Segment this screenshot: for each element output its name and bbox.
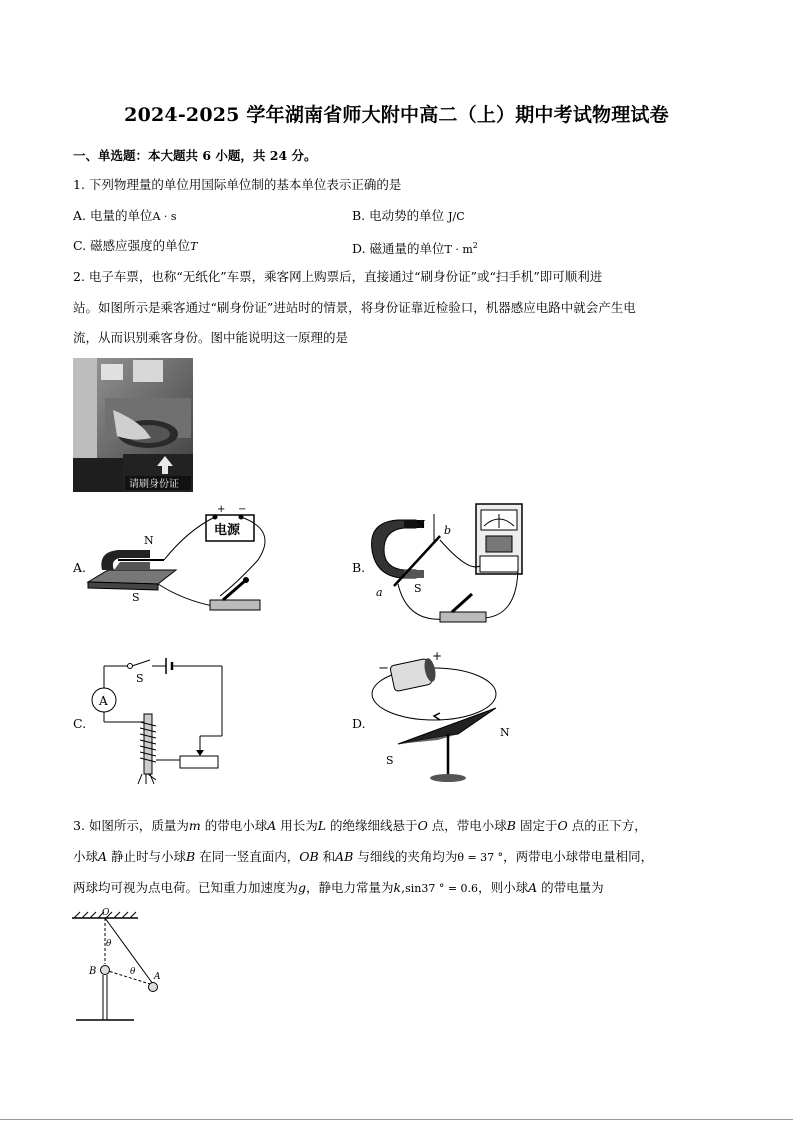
q2-line-2: 站。如图所示是乘客通过“刷身份证”进站时的情景，将身份证靠近检验口，机器感应电路中就会产生电 [73,300,636,315]
q3-var-ob: OB [299,849,319,864]
figure-a-plus: + [217,504,226,515]
q1-option-d-unit: T · m [444,243,473,257]
figure-b-label-a: a [376,586,383,599]
q1-option-d-sup: 2 [472,241,478,250]
q3-var-g: g [298,880,307,895]
q3-line-1 [73,818,647,834]
q3-var-b: B [506,818,516,833]
q3-sin-value: sin37 ° = 0.6 [405,882,479,895]
gate-photo [73,358,193,492]
q3-line-3: 两球均可视为点电荷。已知重力加速度为g，静电力常量为k,sin37 ° = 0.6，则小球A 的带电量为 [73,880,604,895]
section-heading: 一、单选题：本大题共 6 小题，共 24 分。 [73,148,317,163]
q3-text: 与细线的夹角均为 [353,849,458,864]
q3-text: ，两带电小球带电量相同， [503,849,654,864]
q3-text: 用长为 [276,818,318,833]
q3-text: 的带电小球 [200,818,268,833]
q2-line-1: 2. 电子车票，也称“无纸化”车票，乘客网上购票后，直接通过“刷身份证”或“扫手机”即可顺利进 [73,269,603,284]
q3-text: 的绝缘细线悬于 [326,818,418,833]
figure-d-circuit [368,648,528,788]
figure-d-south: S [386,754,394,767]
page-bottom-rule [0,1119,793,1120]
figure-c-ammeter-label: A [99,694,108,708]
figure-c-switch-label: S [136,672,144,685]
figure-d-plus: + [432,649,443,663]
q1-option-a [73,208,177,225]
q2-option-c-label: C. [73,716,87,731]
q1-option-c-text: C. 磁感应强度的单位 [73,238,191,253]
q3-text: 小球 [73,849,99,864]
q3-text: 静止时与小球 [107,849,187,864]
figure-a-south: S [132,591,140,604]
q2-option-d-label: D. [352,716,366,731]
q1-option-c-unit: T [190,240,198,253]
q3-figure-b: B [89,966,97,977]
q2-option-b-label: B. [352,560,366,575]
figure-a-power-label: 电源 [214,523,241,538]
q1-option-d [352,238,478,258]
q1-option-b-text: B. 电动势的单位 [352,208,445,223]
q3-text: ，静电力常量为 [306,880,394,895]
figure-d-north: N [500,726,510,739]
q3-var-o: O [417,818,428,833]
q1-option-a-unit: A · s [152,210,177,223]
q3-text: 点的正下方， [567,818,647,833]
q3-figure-a: A [154,972,161,982]
q3-text: 的带电量为 [537,880,604,895]
figure-a-north: N [144,534,154,547]
q3-var-b: B [186,849,196,864]
q1-option-a-text: A. 电量的单位 [73,208,153,223]
figure-b-south: S [414,582,422,595]
q1-option-b-unit: J/C [448,210,465,223]
photo-caption: 请刷身份证 [129,479,179,490]
figure-b-north: N [416,518,426,531]
q3-var-ab: AB [335,849,354,864]
q3-var-k: k [393,880,402,895]
q1-stem: 1. 下列物理量的单位用国际单位制的基本单位表示正确的是 [73,177,402,192]
figure-a-circuit [88,500,278,620]
q3-line-2 [73,849,653,866]
figure-a-minus: − [238,504,247,515]
q3-text: 两球均可视为点电荷。已知重力加速度为 [73,880,299,895]
q3-figure-theta-1: θ [106,939,112,949]
q3-var-a: A [267,818,277,833]
q3-text: 固定于 [515,818,558,833]
q2-option-a-label: A. [73,560,87,575]
q3-text: 3. 如图所示，质量为 [73,818,189,833]
page-title: 2024-2025 学年湖南省师大附中高二（上）期中考试物理试卷 [124,104,669,126]
q3-text: ，则小球 [478,880,529,895]
q3-text: 点，带电小球 [427,818,507,833]
figure-c-circuit [88,656,228,786]
q1-option-b [352,208,465,225]
q3-figure-o: O [102,908,110,918]
q3-var-m: m [188,818,201,833]
q3-theta-value: θ = 37 ° [457,851,504,864]
q3-figure-theta-2: θ [130,967,136,977]
q3-pendulum-figure [70,906,170,1026]
figure-b-circuit [368,500,538,630]
q3-text: 和 [318,849,336,864]
q3-var-a: A [98,849,108,864]
q2-line-3: 流，从而识别乘客身份。图中能说明这一原理的是 [73,330,349,345]
figure-b-label-b: b [444,524,452,537]
q3-text: 在同一竖直面内， [195,849,300,864]
q1-option-c [73,238,197,255]
q3-var-a: A [528,880,538,895]
q3-var-l: L [317,818,327,833]
figure-d-minus: − [378,661,389,676]
q3-var-o: O [557,818,568,833]
q1-option-d-text: D. 磁通量的单位 [352,241,445,257]
